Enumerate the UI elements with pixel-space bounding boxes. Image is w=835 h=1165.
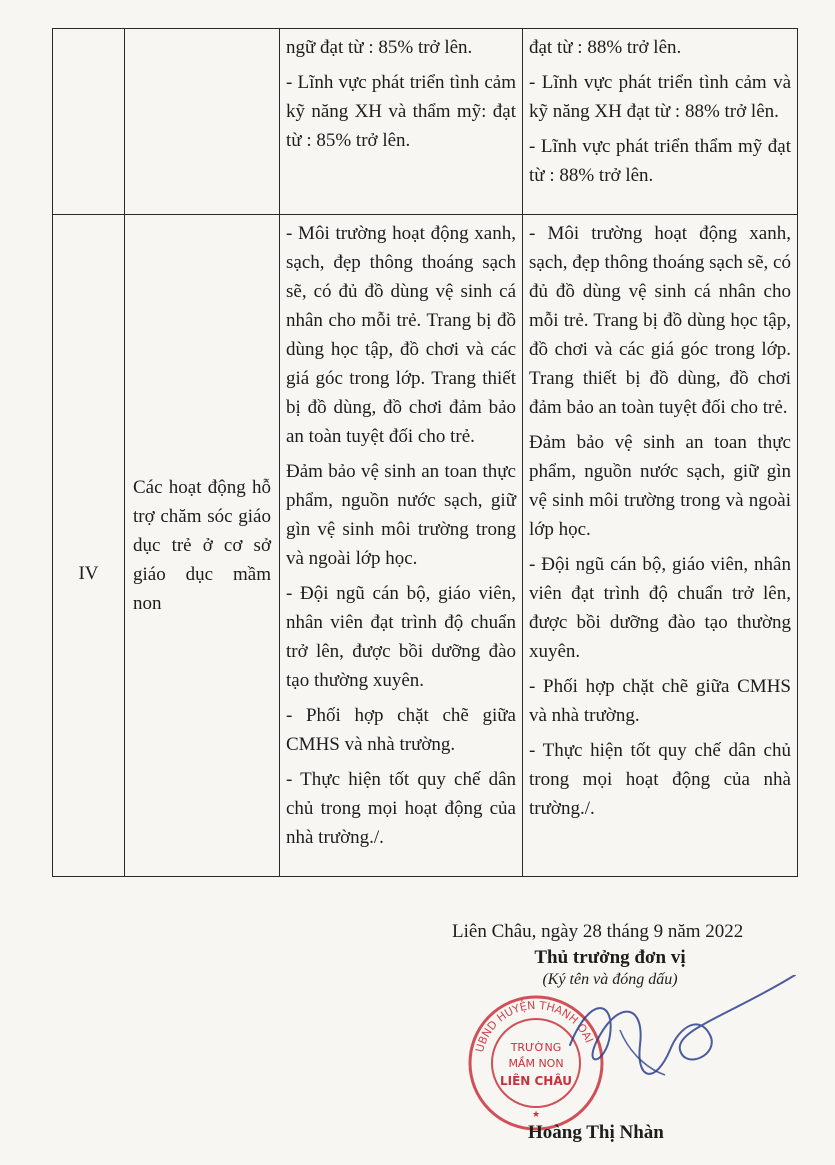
handwritten-signature — [560, 975, 800, 1095]
paragraph: Đảm bảo vệ sinh an toan thực phẩm, nguồn nước sạch, giữ gìn vệ sinh môi trường trong và ngoài lớp học. — [286, 461, 516, 569]
plan-table — [52, 28, 798, 877]
paragraph: - Đội ngũ cán bộ, giáo viên, nhân viên đạt trình độ chuẩn trở lên, được bồi dưỡng đào tạo thường xuyên. — [529, 554, 791, 662]
signer-name: Hoàng Thị Nhàn — [528, 1122, 664, 1143]
place-date: Liên Châu, ngày 28 tháng 9 năm 2022 — [452, 921, 744, 942]
cell-target-2022 — [523, 215, 798, 877]
cell-title-empty — [125, 29, 280, 215]
paragraph: - Môi trường hoạt động xanh, sạch, đẹp thông thoáng sạch sẽ, có đủ đồ dùng vệ sinh cá nhân cho mỗi trẻ. Trang bị đồ dùng học tập, đồ chơi và các giá góc trong lớp. Trang thiết bị đồ dùng, đồ chơi đảm bảo an toàn tuyệt đối cho trẻ. — [529, 223, 791, 418]
cell-target-2022 — [523, 29, 798, 215]
paragraph: - Thực hiện tốt quy chế dân chủ trong mọi hoạt động của nhà trường./. — [529, 740, 791, 819]
svg-text:TRƯỜNG: TRƯỜNG — [510, 1041, 562, 1054]
row-number: IV — [53, 215, 125, 877]
svg-text:MẦM NON: MẦM NON — [508, 1057, 564, 1070]
paragraph: Đảm bảo vệ sinh an toan thực phẩm, nguồn nước sạch, giữ gìn vệ sinh môi trường trong và ngoài lớp học. — [529, 432, 791, 540]
svg-text:UBND HUYỆN THANH OAI: UBND HUYỆN THANH OAI — [473, 998, 596, 1054]
paragraph: đạt từ : 88% trở lên. — [529, 37, 682, 58]
svg-text:★: ★ — [531, 1110, 541, 1120]
row-title-text: Các hoạt động hỗ trợ chăm sóc giáo dục trẻ ở cơ sở giáo dục mầm non — [133, 477, 271, 614]
cell-target-2021 — [280, 29, 523, 215]
paragraph: - Phối hợp chặt chẽ giữa CMHS và nhà trường. — [286, 705, 516, 755]
table-row — [53, 29, 798, 215]
signature-note: (Ký tên và đóng dấu) — [542, 971, 678, 988]
paragraph: - Thực hiện tốt quy chế dân chủ trong mọi hoạt động của nhà trường./. — [286, 769, 516, 848]
svg-text:LIÊN CHÂU: LIÊN CHÂU — [499, 1074, 573, 1088]
paragraph: - Môi trường hoạt động xanh, sạch, đẹp thông thoáng sạch sẽ, có đủ đồ dùng vệ sinh cá nhân cho mỗi trẻ. Trang bị đồ dùng học tập, đồ chơi và các giá góc trong lớp. Trang thiết bị đồ dùng, đồ chơi đảm bảo an toàn tuyệt đối cho trẻ. — [286, 223, 516, 447]
paragraph: - Lĩnh vực phát triển thẩm mỹ đạt từ : 88% trở lên. — [529, 136, 791, 186]
row-title — [125, 215, 280, 877]
cell-target-2021 — [280, 215, 523, 877]
cell-number-empty — [53, 29, 125, 215]
paragraph: ngữ đạt từ : 85% trở lên. — [286, 37, 473, 58]
table-row — [53, 215, 798, 877]
signer-role: Thủ trưởng đơn vị — [534, 947, 686, 968]
paragraph: - Lĩnh vực phát triển tình cảm và kỹ năng XH đạt từ : 88% trở lên. — [529, 72, 791, 122]
paragraph: - Đội ngũ cán bộ, giáo viên, nhân viên đạt trình độ chuẩn trở lên, được bồi dưỡng đào tạo thường xuyên. — [286, 583, 516, 691]
paragraph: - Lĩnh vực phát triển tình cảm kỹ năng XH và thẩm mỹ: đạt từ : 85% trở lên. — [286, 72, 516, 151]
paragraph: - Phối hợp chặt chẽ giữa CMHS và nhà trường. — [529, 676, 791, 726]
